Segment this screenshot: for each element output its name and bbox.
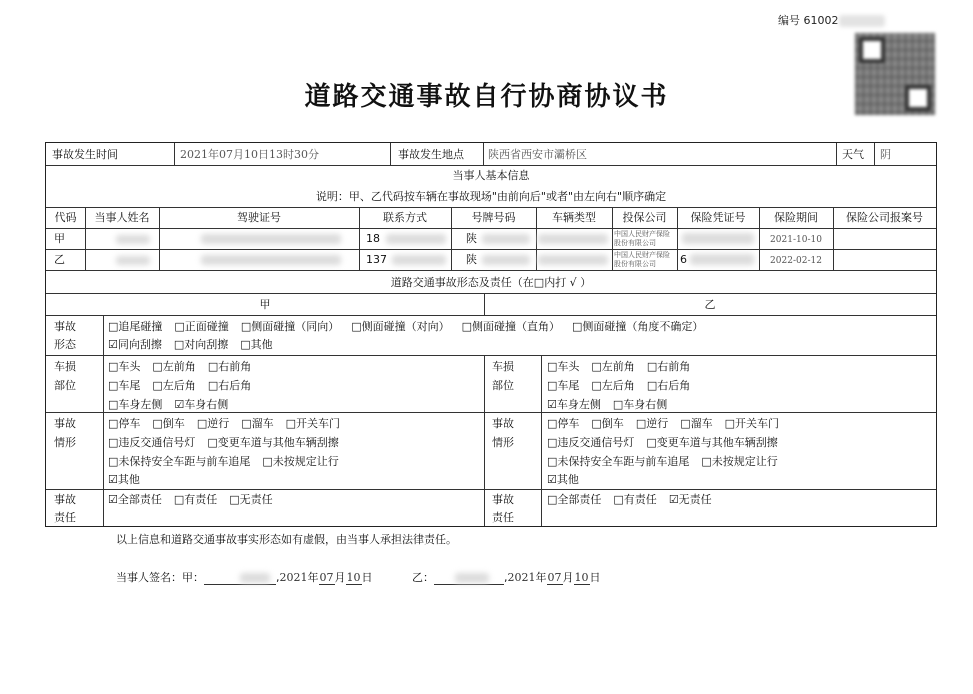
signature-a-field[interactable] (204, 571, 276, 585)
liability-option[interactable]: ☑无责任 (668, 493, 712, 506)
situation-option[interactable]: □倒车 (591, 417, 624, 430)
situation-option[interactable]: □未保持安全车距与前车追尾 (547, 455, 690, 468)
comma: , (276, 571, 280, 584)
day-char: 日 (589, 571, 601, 584)
liability-label-b-1: 事故 (492, 493, 514, 506)
signature-b-label: 乙： (412, 571, 434, 584)
header-name: 当事人姓名 (94, 211, 150, 224)
redacted-license-a (201, 234, 341, 244)
row-a-code: 甲 (54, 232, 65, 245)
month-char: 月 (562, 571, 574, 584)
redacted-name-b (116, 256, 150, 265)
month-a-field[interactable]: 07 (319, 571, 334, 584)
header-license: 驾驶证号 (237, 211, 281, 224)
row-a-phone: 18 (366, 232, 380, 245)
place-value: 陕西省西安市灞桥区 (488, 148, 587, 161)
redacted-phone-a (386, 234, 446, 244)
situation-option[interactable]: □变更车道与其他车辆刮擦 (207, 436, 339, 449)
comma: , (504, 571, 508, 584)
damage-label-b-1: 车损 (492, 360, 514, 373)
row-b-policy: 6 (680, 253, 687, 266)
situation-option[interactable]: □未保持安全车距与前车追尾 (108, 455, 251, 468)
party-a-header: 甲 (259, 298, 271, 311)
damage-option[interactable]: ☑车身左侧 (547, 398, 601, 411)
liability-label-a-1: 事故 (54, 493, 76, 506)
damage-option[interactable]: □车头 (547, 360, 580, 373)
form-option[interactable]: □对向刮擦 (173, 338, 229, 351)
damage-b-line1 (547, 358, 702, 376)
damage-a-line2 (108, 377, 263, 395)
header-contact: 联系方式 (383, 211, 427, 224)
damage-option[interactable]: □右前角 (207, 360, 252, 373)
damage-option[interactable]: □右前角 (646, 360, 691, 373)
redacted-name-a (116, 235, 150, 244)
redacted-plate-b (482, 255, 530, 265)
redacted-serial (839, 15, 885, 27)
situation-option[interactable]: □违反交通信号灯 (547, 436, 635, 449)
redacted-license-b (201, 255, 341, 265)
form-option[interactable]: □侧面碰撞（直角） (461, 320, 561, 333)
redacted-plate-a (482, 234, 530, 244)
situation-option[interactable]: □停车 (108, 417, 141, 430)
parties-section-title: 当事人基本信息 (452, 169, 530, 182)
damage-option[interactable]: □右后角 (646, 379, 691, 392)
situation-option[interactable]: □逆行 (196, 417, 230, 430)
header-period: 保险期间 (774, 211, 818, 224)
parties-note: 说明：甲、乙代码按车辆在事故现场"由前向后"或者"由左向右"顺序确定 (315, 190, 667, 203)
time-value: 2021年07月10日13时30分 (180, 148, 319, 161)
header-claim-no: 保险公司报案号 (846, 211, 923, 224)
situation-b-line1 (547, 415, 791, 433)
liability-b-line (547, 491, 724, 509)
row-a-insurer: 中国人民财产保险股份有限公司 (614, 230, 670, 247)
liability-option[interactable]: □全部责任 (547, 493, 602, 506)
form-label-1: 事故 (54, 320, 76, 333)
signature-b-field[interactable] (434, 571, 504, 585)
situation-b-line2 (547, 434, 790, 452)
signature-label: 当事人签名：甲： (116, 571, 204, 584)
month-char: 月 (334, 571, 346, 584)
form-option[interactable]: □正面碰撞 (174, 320, 229, 333)
situation-option[interactable]: □溜车 (241, 417, 274, 430)
damage-label-a-1: 车损 (54, 360, 76, 373)
situation-b-line3 (547, 453, 790, 471)
situation-label-b-1: 事故 (492, 417, 514, 430)
form-option[interactable]: □侧面碰撞（对向） (351, 320, 450, 333)
form-options-line1 (108, 318, 715, 336)
row-b-code: 乙 (54, 253, 65, 266)
damage-option[interactable]: □车尾 (108, 379, 141, 392)
redacted-policy-b (690, 254, 754, 265)
signature-line (116, 569, 373, 585)
situation-option[interactable]: □违反交通信号灯 (108, 436, 196, 449)
form-option[interactable]: □侧面碰撞（同向） (240, 320, 340, 333)
damage-b-line2 (547, 377, 702, 395)
redacted-vehicle-a (538, 234, 608, 244)
liability-option[interactable]: □无责任 (229, 493, 273, 506)
situation-option[interactable]: □变更车道与其他车辆刮擦 (646, 436, 778, 449)
situation-option[interactable]: □未按规定让行 (262, 455, 339, 468)
situation-a-line2 (108, 434, 351, 452)
damage-option[interactable]: □左前角 (591, 360, 635, 373)
place-label: 事故发生地点 (398, 148, 464, 161)
responsibility-section-title: 道路交通事故形态及责任（在□内打 √ ） (390, 276, 592, 289)
declaration-text: 以上信息和道路交通事故事实形态如有虚假，由当事人承担法律责任。 (116, 533, 457, 546)
damage-option[interactable]: □车头 (108, 360, 141, 373)
liability-a-line (108, 491, 285, 509)
damage-label-b-2: 部位 (492, 379, 514, 392)
situation-option[interactable]: ☑其他 (108, 473, 140, 486)
damage-option[interactable]: □车尾 (547, 379, 580, 392)
header-vehicle-type: 车辆类型 (552, 211, 596, 224)
serial-number (778, 12, 885, 28)
form-option[interactable]: ☑同向刮擦 (108, 338, 162, 351)
document-title: 道路交通事故自行协商协议书 (304, 82, 669, 112)
damage-option[interactable]: □左后角 (591, 379, 635, 392)
row-a-plate: 陕 (466, 232, 477, 245)
form-label-2: 形态 (54, 338, 76, 351)
header-policy-no: 保险凭证号 (690, 211, 746, 224)
row-b-insurer: 中国人民财产保险股份有限公司 (614, 251, 670, 268)
damage-option[interactable]: □车身右侧 (612, 398, 668, 411)
agreement-form (45, 142, 937, 527)
day-b-field[interactable]: 10 (574, 571, 589, 584)
redacted-policy-a (682, 233, 754, 244)
year-char: 年 (535, 571, 547, 584)
weather-label: 天气 (842, 148, 864, 161)
situation-label-b-2: 情形 (492, 436, 514, 449)
situation-option[interactable]: ☑其他 (547, 473, 579, 486)
form-option[interactable]: □侧面碰撞（角度不确定） (572, 320, 704, 333)
liability-option[interactable]: ☑全部责任 (108, 493, 162, 506)
situation-a-line4 (108, 471, 152, 489)
liability-label-b-2: 责任 (492, 511, 514, 524)
situation-option[interactable]: □停车 (547, 417, 580, 430)
year-char: 年 (307, 571, 319, 584)
day-char: 日 (361, 571, 373, 584)
redacted-vehicle-b (538, 255, 608, 265)
row-b-phone: 137 (366, 253, 387, 266)
time-label: 事故发生时间 (52, 148, 118, 161)
situation-option[interactable]: □开关车门 (724, 417, 780, 430)
damage-label-a-2: 部位 (54, 379, 76, 392)
row-b-period: 2022-02-12 (770, 256, 822, 266)
day-a-field[interactable]: 10 (346, 571, 361, 584)
liability-option[interactable]: □有责任 (173, 493, 218, 506)
damage-option[interactable]: □车身左侧 (108, 398, 163, 411)
situation-option[interactable]: □逆行 (635, 417, 669, 430)
header-plate: 号牌号码 (471, 211, 516, 224)
situation-a-line3 (108, 453, 351, 471)
serial-label: 编号 (778, 14, 800, 27)
header-code: 代码 (54, 211, 77, 224)
damage-option[interactable]: □左后角 (152, 379, 196, 392)
year-a: 2021 (279, 571, 308, 584)
situation-label-a-2: 情形 (54, 436, 76, 449)
serial-value: 61002 (803, 14, 839, 27)
damage-a-line1 (108, 358, 263, 376)
redacted-phone-b (392, 255, 446, 265)
situation-label-a-1: 事故 (54, 417, 76, 430)
row-a-period: 2021-10-10 (770, 235, 822, 245)
situation-option[interactable]: □开关车门 (285, 417, 341, 430)
party-b-header: 乙 (704, 298, 716, 311)
form-option[interactable]: □追尾碰撞 (108, 320, 163, 333)
liability-option[interactable]: □有责任 (613, 493, 657, 506)
situation-option[interactable]: □溜车 (680, 417, 713, 430)
situation-option[interactable]: □未按规定让行 (701, 455, 778, 468)
month-b-field[interactable]: 07 (547, 571, 562, 584)
damage-option[interactable]: ☑车身右侧 (174, 398, 229, 411)
year-b: 2021 (507, 571, 536, 584)
weather-value: 阴 (880, 148, 891, 161)
signature-b-line (412, 569, 601, 585)
row-b-plate: 陕 (466, 253, 477, 266)
situation-b-line4 (547, 471, 591, 489)
form-option[interactable]: □其他 (240, 338, 273, 351)
form-options-line2 (108, 336, 285, 354)
situation-a-line1 (108, 415, 352, 433)
header-insurer: 投保公司 (622, 211, 667, 224)
liability-label-a-2: 责任 (54, 511, 76, 524)
damage-option[interactable]: □左前角 (152, 360, 196, 373)
damage-option[interactable]: □右后角 (207, 379, 252, 392)
situation-option[interactable]: □倒车 (152, 417, 185, 430)
